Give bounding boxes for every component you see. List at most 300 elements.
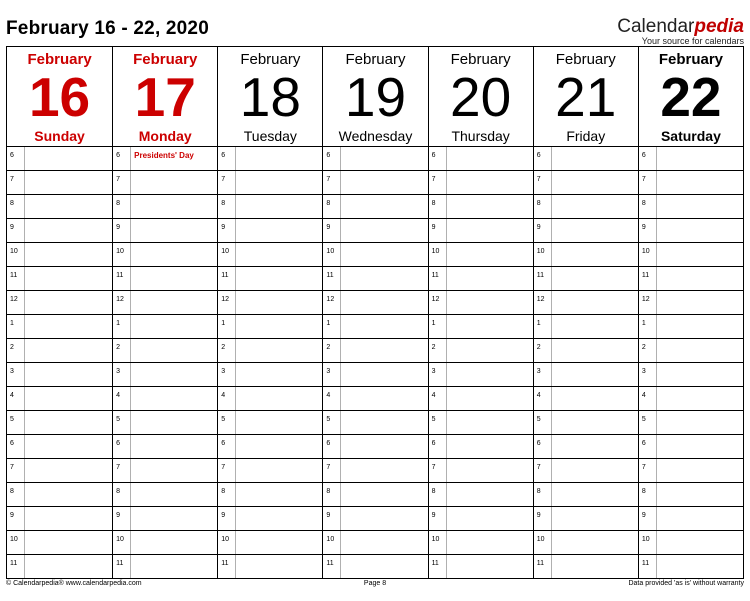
slot-entry — [341, 387, 427, 410]
slot-entry — [447, 411, 533, 434]
holiday-label: Presidents' Day — [134, 151, 194, 160]
hour-label: 11 — [218, 267, 236, 290]
hour-label: 4 — [113, 387, 131, 410]
hour-label: 6 — [639, 147, 657, 170]
time-slot[interactable] — [429, 507, 533, 531]
time-slot[interactable] — [218, 171, 322, 195]
slot-entry — [552, 147, 638, 170]
time-slot[interactable] — [429, 291, 533, 315]
hour-label: 5 — [7, 411, 25, 434]
time-slot[interactable] — [534, 435, 638, 459]
time-slot[interactable] — [113, 339, 217, 363]
time-slot[interactable] — [218, 507, 322, 531]
time-slot[interactable] — [218, 531, 322, 555]
time-slot[interactable] — [534, 315, 638, 339]
hour-label: 6 — [534, 435, 552, 458]
time-slot[interactable] — [323, 531, 427, 555]
slot-entry — [657, 171, 743, 194]
hour-label: 7 — [218, 171, 236, 194]
time-slot[interactable] — [323, 387, 427, 411]
hour-label: 3 — [534, 363, 552, 386]
hour-label: 8 — [113, 483, 131, 506]
slot-entry — [25, 147, 112, 170]
time-slot[interactable] — [429, 555, 533, 578]
time-slot[interactable] — [429, 195, 533, 219]
slot-entry — [131, 363, 217, 386]
slot-entry — [25, 363, 112, 386]
time-slot[interactable] — [218, 411, 322, 435]
time-slot[interactable] — [429, 387, 533, 411]
day-number: 18 — [239, 66, 301, 128]
hour-label: 4 — [429, 387, 447, 410]
slot-entry — [131, 555, 217, 578]
hour-label: 5 — [639, 411, 657, 434]
time-slot[interactable] — [218, 339, 322, 363]
time-slot[interactable] — [639, 387, 743, 411]
hour-label: 10 — [218, 531, 236, 554]
footer-copyright: © Calendarpedia® www.calendarpedia.com — [6, 580, 142, 587]
hour-label: 1 — [323, 315, 341, 338]
slot-entry — [552, 435, 638, 458]
time-slot[interactable] — [429, 411, 533, 435]
time-slot[interactable] — [113, 219, 217, 243]
slot-entry — [657, 219, 743, 242]
slot-entry — [131, 291, 217, 314]
slot-entry — [552, 171, 638, 194]
time-slot[interactable] — [7, 195, 112, 219]
day-month: February — [345, 51, 406, 68]
time-slot[interactable] — [113, 507, 217, 531]
time-slot[interactable] — [113, 195, 217, 219]
time-slot[interactable] — [113, 483, 217, 507]
hour-label: 6 — [429, 435, 447, 458]
day-month: February — [240, 51, 301, 68]
day-month: February — [658, 51, 724, 68]
slot-entry — [341, 435, 427, 458]
hour-label: 6 — [639, 435, 657, 458]
time-slot[interactable] — [639, 531, 743, 555]
time-slot[interactable] — [534, 291, 638, 315]
hour-label: 3 — [639, 363, 657, 386]
week-grid — [6, 46, 744, 579]
time-slot[interactable] — [429, 267, 533, 291]
time-slot[interactable] — [639, 555, 743, 578]
hour-label: 6 — [534, 147, 552, 170]
time-slot[interactable] — [429, 315, 533, 339]
hour-label: 8 — [323, 195, 341, 218]
hour-label: 7 — [429, 459, 447, 482]
time-slot[interactable] — [534, 267, 638, 291]
day-header — [218, 47, 322, 147]
slot-entry — [341, 195, 427, 218]
hour-label: 6 — [429, 147, 447, 170]
time-slot[interactable] — [534, 363, 638, 387]
time-slot[interactable] — [218, 267, 322, 291]
time-slots — [429, 147, 533, 578]
hour-label: 3 — [113, 363, 131, 386]
slot-entry — [236, 243, 322, 266]
time-slot[interactable] — [218, 435, 322, 459]
slot-entry — [25, 459, 112, 482]
day-number: 17 — [134, 66, 196, 128]
slot-entry — [131, 483, 217, 506]
time-slot[interactable] — [534, 411, 638, 435]
time-slot[interactable] — [639, 195, 743, 219]
time-slot[interactable] — [534, 555, 638, 578]
time-slot[interactable] — [7, 387, 112, 411]
time-slot[interactable] — [7, 291, 112, 315]
time-slot[interactable] — [113, 411, 217, 435]
slot-entry — [552, 291, 638, 314]
slot-entry — [552, 531, 638, 554]
slot-entry — [25, 507, 112, 530]
time-slot[interactable] — [113, 147, 217, 171]
hour-label: 9 — [534, 219, 552, 242]
slot-entry — [447, 267, 533, 290]
time-slot[interactable] — [113, 435, 217, 459]
slot-entry — [341, 171, 427, 194]
day-header — [534, 47, 638, 147]
time-slot[interactable] — [113, 171, 217, 195]
time-slot[interactable] — [639, 483, 743, 507]
time-slot[interactable] — [639, 507, 743, 531]
slot-entry — [657, 555, 743, 578]
day-column — [638, 47, 743, 578]
time-slot[interactable] — [639, 459, 743, 483]
time-slot[interactable] — [323, 363, 427, 387]
time-slot[interactable] — [7, 339, 112, 363]
hour-label: 9 — [323, 219, 341, 242]
time-slot[interactable] — [7, 507, 112, 531]
time-slot[interactable] — [7, 411, 112, 435]
slot-entry — [25, 411, 112, 434]
slot-entry — [447, 435, 533, 458]
slot-entry — [341, 555, 427, 578]
time-slot[interactable] — [218, 195, 322, 219]
slot-entry — [447, 291, 533, 314]
slot-entry — [25, 435, 112, 458]
time-slot[interactable] — [534, 243, 638, 267]
time-slot[interactable] — [218, 555, 322, 578]
hour-label: 4 — [323, 387, 341, 410]
hour-label: 12 — [639, 291, 657, 314]
slot-entry — [236, 555, 322, 578]
time-slot[interactable] — [534, 147, 638, 171]
time-slot[interactable] — [639, 435, 743, 459]
slot-entry — [341, 315, 427, 338]
slot-entry — [131, 339, 217, 362]
slot-entry — [341, 483, 427, 506]
hour-label: 9 — [113, 219, 131, 242]
slot-entry — [131, 243, 217, 266]
day-month: February — [27, 51, 92, 68]
slot-entry — [341, 219, 427, 242]
time-slot[interactable] — [429, 171, 533, 195]
time-slot[interactable] — [323, 339, 427, 363]
hour-label: 9 — [639, 507, 657, 530]
time-slot[interactable] — [323, 555, 427, 578]
hour-label: 5 — [218, 411, 236, 434]
slot-entry — [131, 171, 217, 194]
slot-entry — [236, 459, 322, 482]
time-slot[interactable] — [323, 435, 427, 459]
hour-label: 8 — [429, 483, 447, 506]
time-slot[interactable] — [7, 531, 112, 555]
time-slot[interactable] — [7, 243, 112, 267]
hour-label: 2 — [323, 339, 341, 362]
hour-label: 7 — [7, 459, 25, 482]
time-slot[interactable] — [534, 531, 638, 555]
time-slot[interactable] — [639, 363, 743, 387]
hour-label: 10 — [323, 243, 341, 266]
time-slot[interactable] — [218, 243, 322, 267]
slot-entry — [25, 555, 112, 578]
time-slot[interactable] — [639, 411, 743, 435]
slot-entry — [236, 363, 322, 386]
time-slot[interactable] — [7, 267, 112, 291]
time-slot[interactable] — [218, 147, 322, 171]
day-number: 21 — [555, 66, 617, 128]
time-slot[interactable] — [113, 315, 217, 339]
slot-entry — [341, 147, 427, 170]
time-slot[interactable] — [534, 483, 638, 507]
hour-label: 11 — [7, 267, 25, 290]
day-header — [429, 47, 533, 147]
time-slot[interactable] — [323, 483, 427, 507]
time-slot[interactable] — [218, 315, 322, 339]
time-slot[interactable] — [534, 339, 638, 363]
slot-entry — [341, 267, 427, 290]
hour-label: 7 — [534, 459, 552, 482]
time-slot[interactable] — [639, 267, 743, 291]
time-slot[interactable] — [429, 243, 533, 267]
time-slot[interactable] — [639, 147, 743, 171]
day-number: 20 — [450, 66, 512, 128]
slot-entry — [236, 291, 322, 314]
day-month: February — [133, 51, 198, 68]
slot-entry — [447, 171, 533, 194]
time-slot[interactable] — [639, 291, 743, 315]
hour-label: 10 — [323, 531, 341, 554]
hour-label: 10 — [639, 243, 657, 266]
slot-entry — [236, 411, 322, 434]
time-slot[interactable] — [323, 171, 427, 195]
time-slot[interactable] — [113, 243, 217, 267]
time-slot[interactable] — [639, 339, 743, 363]
time-slot[interactable] — [218, 459, 322, 483]
hour-label: 11 — [429, 555, 447, 578]
hour-label: 12 — [7, 291, 25, 314]
slot-entry — [341, 411, 427, 434]
slot-entry — [341, 243, 427, 266]
time-slot[interactable] — [113, 531, 217, 555]
slot-entry — [236, 315, 322, 338]
hour-label: 1 — [218, 315, 236, 338]
hour-label: 11 — [218, 555, 236, 578]
page-title: February 16 - 22, 2020 — [6, 18, 209, 39]
hour-label: 8 — [218, 195, 236, 218]
time-slot[interactable] — [534, 507, 638, 531]
time-slot[interactable] — [7, 459, 112, 483]
day-weekday: Wednesday — [338, 128, 413, 144]
hour-label: 3 — [323, 363, 341, 386]
slot-entry — [131, 195, 217, 218]
slot-entry — [25, 291, 112, 314]
hour-label: 6 — [113, 435, 131, 458]
hour-label: 5 — [113, 411, 131, 434]
time-slot[interactable] — [323, 315, 427, 339]
hour-label: 9 — [323, 507, 341, 530]
slot-entry — [447, 195, 533, 218]
slot-entry — [341, 459, 427, 482]
time-slot[interactable] — [113, 459, 217, 483]
slot-entry — [131, 411, 217, 434]
time-slot[interactable] — [7, 315, 112, 339]
slot-entry — [131, 267, 217, 290]
hour-label: 9 — [429, 219, 447, 242]
brand-logo — [617, 17, 744, 46]
time-slot[interactable] — [639, 219, 743, 243]
time-slots — [218, 147, 322, 578]
time-slot[interactable] — [323, 459, 427, 483]
time-slot[interactable] — [323, 195, 427, 219]
slot-entry — [447, 147, 533, 170]
hour-label: 9 — [218, 507, 236, 530]
slot-entry — [552, 459, 638, 482]
time-slot[interactable] — [218, 219, 322, 243]
hour-label: 7 — [323, 171, 341, 194]
time-slot[interactable] — [534, 387, 638, 411]
time-slot[interactable] — [534, 171, 638, 195]
slot-entry — [131, 315, 217, 338]
hour-label: 9 — [7, 219, 25, 242]
time-slot[interactable] — [113, 363, 217, 387]
hour-label: 7 — [429, 171, 447, 194]
hour-label: 6 — [218, 147, 236, 170]
slot-entry — [447, 387, 533, 410]
time-slot[interactable] — [429, 339, 533, 363]
time-slot[interactable] — [323, 243, 427, 267]
day-column — [533, 47, 638, 578]
time-slot[interactable] — [639, 243, 743, 267]
time-slot[interactable] — [113, 387, 217, 411]
time-slot[interactable] — [534, 219, 638, 243]
time-slot[interactable] — [113, 267, 217, 291]
slot-entry — [131, 459, 217, 482]
time-slot[interactable] — [429, 531, 533, 555]
hour-label: 1 — [429, 315, 447, 338]
hour-label: 7 — [639, 459, 657, 482]
slot-entry — [131, 435, 217, 458]
hour-label: 12 — [429, 291, 447, 314]
time-slot[interactable] — [218, 387, 322, 411]
slot-entry — [447, 339, 533, 362]
slot-entry — [341, 507, 427, 530]
time-slot[interactable] — [218, 483, 322, 507]
time-slot[interactable] — [218, 291, 322, 315]
slot-entry — [657, 195, 743, 218]
time-slot[interactable] — [7, 171, 112, 195]
hour-label: 4 — [7, 387, 25, 410]
time-slot[interactable] — [429, 363, 533, 387]
time-slot[interactable] — [429, 459, 533, 483]
time-slot[interactable] — [429, 435, 533, 459]
time-slot[interactable] — [218, 363, 322, 387]
hour-label: 3 — [429, 363, 447, 386]
time-slot[interactable] — [7, 363, 112, 387]
hour-label: 8 — [7, 483, 25, 506]
hour-label: 8 — [534, 195, 552, 218]
slot-entry — [447, 531, 533, 554]
hour-label: 6 — [7, 147, 25, 170]
time-slot[interactable] — [323, 267, 427, 291]
hour-label: 10 — [429, 531, 447, 554]
time-slot[interactable] — [429, 147, 533, 171]
time-slot[interactable] — [323, 219, 427, 243]
time-slot[interactable] — [113, 555, 217, 578]
slot-entry — [657, 363, 743, 386]
hour-label: 4 — [534, 387, 552, 410]
slot-entry — [447, 315, 533, 338]
time-slot[interactable] — [113, 291, 217, 315]
day-column — [322, 47, 427, 578]
hour-label: 10 — [113, 531, 131, 554]
day-weekday: Sunday — [34, 128, 85, 144]
hour-label: 1 — [7, 315, 25, 338]
slot-entry — [236, 507, 322, 530]
slot-entry — [657, 483, 743, 506]
time-slot[interactable] — [323, 411, 427, 435]
time-slot[interactable] — [639, 171, 743, 195]
time-slot[interactable] — [7, 219, 112, 243]
slot-entry — [131, 387, 217, 410]
time-slot[interactable] — [7, 483, 112, 507]
time-slot[interactable] — [639, 315, 743, 339]
day-column — [112, 47, 217, 578]
hour-label: 10 — [534, 531, 552, 554]
slot-entry — [236, 483, 322, 506]
slot-entry — [552, 387, 638, 410]
time-slot[interactable] — [534, 195, 638, 219]
time-slot[interactable] — [7, 555, 112, 578]
hour-label: 1 — [534, 315, 552, 338]
time-slot[interactable] — [7, 435, 112, 459]
slot-entry — [657, 435, 743, 458]
hour-label: 9 — [218, 219, 236, 242]
slot-entry — [447, 459, 533, 482]
slot-entry — [236, 531, 322, 554]
hour-label: 2 — [7, 339, 25, 362]
day-weekday: Tuesday — [243, 128, 297, 144]
hour-label: 10 — [7, 531, 25, 554]
time-slot[interactable] — [534, 459, 638, 483]
hour-label: 2 — [639, 339, 657, 362]
hour-label: 9 — [429, 507, 447, 530]
hour-label: 3 — [7, 363, 25, 386]
time-slot[interactable] — [323, 507, 427, 531]
hour-label: 9 — [639, 219, 657, 242]
hour-label: 10 — [113, 243, 131, 266]
day-header — [113, 47, 217, 147]
time-slot[interactable] — [323, 147, 427, 171]
time-slot[interactable] — [323, 291, 427, 315]
time-slot[interactable] — [429, 219, 533, 243]
slot-entry — [236, 147, 322, 170]
day-header — [639, 47, 743, 147]
time-slot[interactable] — [429, 483, 533, 507]
time-slot[interactable] — [7, 147, 112, 171]
hour-label: 7 — [7, 171, 25, 194]
